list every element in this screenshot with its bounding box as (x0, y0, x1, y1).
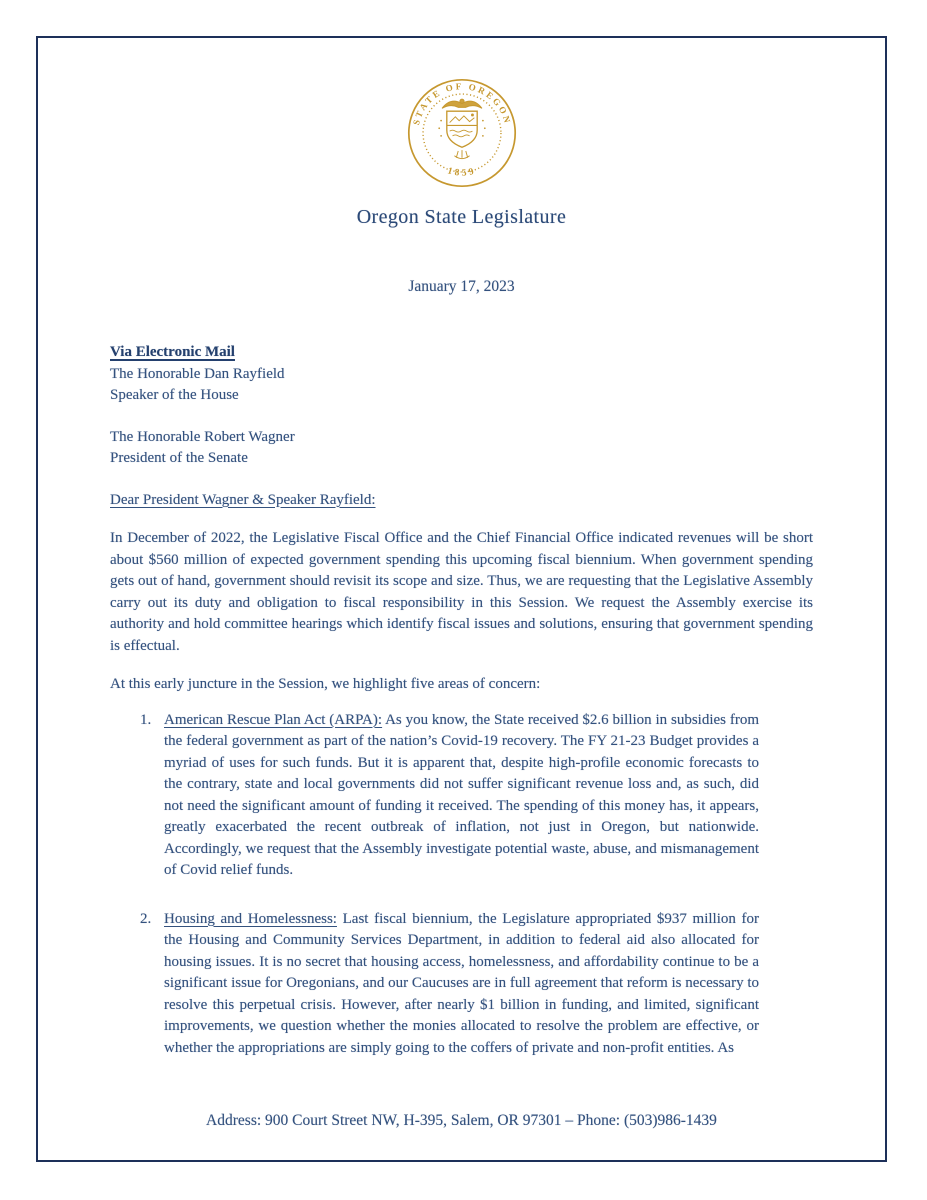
seal-year-text: 1859 (445, 166, 478, 179)
list-item-heading: Housing and Homelessness: (164, 910, 337, 927)
seal-stars (438, 120, 485, 137)
list-number: 1. (140, 711, 152, 728)
body-paragraph: In December of 2022, the Legislative Fiscal Office and the Chief Financial Office indicated revenues will be short about $560 million of expected government spending this upcoming fiscal biennium. When government spending gets out of hand, government should revisit its scope and size. Thus, we are requesting that the Legislative Assembly carry out its duty and obligation to fiscal responsibility in this Session. We request the Assembly exercise its authority and hold committee hearings which identify fiscal issues and solutions, ensuring that government spending is effectual. (110, 530, 813, 654)
delivery-method-heading: Via Electronic Mail (110, 344, 235, 360)
recipient-name: The Honorable Dan Rayfield (110, 365, 285, 382)
list-item-housing (140, 909, 759, 1060)
recipient-title: Speaker of the House (110, 387, 239, 403)
org-title: Oregon State Legislature (356, 206, 567, 228)
recipient-name: The Honorable Robert Wagner (110, 428, 295, 445)
list-item-body: As you know, the State received $2.6 billion in subsidies from the federal government as part of the nation’s Covid-19 recovery. The FY 21-23 Budget provides a myriad of uses for such funds. But it is apparent that, despite high-profile economic forecasts to the contrary, state and local governments did not suffer significant revenue loss and, as such, did not need the significant amount of funding it received. The spending of this money has, it appears, greatly exacerbated the recent outbreak of inflation, not just in Oregon, but nationwide. Accordingly, we request that the Assembly investigate potential waste, abuse, and mismanagement of Covid relief funds. (164, 711, 759, 878)
address-block (110, 342, 813, 470)
page-border (36, 36, 887, 1162)
shield-icon (446, 111, 476, 147)
list-item-body: Last fiscal biennium, the Legislature appropriated $937 million for the Housing and Community Services Department, in addition to federal aid also allocated for housing issues. It is no secret that housing access, homelessness, and affordability continue to be a significant issue for Oregonians, and our Caucuses are in full agreement that reform is necessary to resolve this perpetual crisis. However, after nearly $1 billion in funding, and limited, significant improvements, we question whether the monies allocated to resolve the problem are effective, or whether the appropriations are simply going to the coffers of private and non-profit entities. As (164, 910, 760, 1056)
seal-ring-text: STATE OF OREGON (410, 81, 513, 127)
list-number: 2. (140, 910, 152, 927)
letterhead (110, 38, 813, 229)
footer-address: Address: 900 Court Street NW, H-395, Salem, OR 97301 – Phone: (503)986-1439 (206, 1112, 717, 1129)
salutation (110, 490, 813, 512)
numbered-list (110, 710, 813, 1060)
eagle-icon (442, 99, 482, 108)
list-item-arpa (140, 710, 759, 882)
letter-date: January 17, 2023 (408, 278, 515, 295)
oregon-state-seal-icon (405, 76, 519, 190)
salutation-text: Dear President Wagner & Speaker Rayfield: (110, 491, 376, 508)
list-item-heading: American Rescue Plan Act (ARPA): (164, 711, 383, 728)
recipient-group (110, 427, 813, 470)
sheaf-and-plow-icon (454, 150, 469, 159)
concerns-intro: At this early juncture in the Session, we highlight five areas of concern: (110, 676, 541, 692)
recipient-title: President of the Senate (110, 450, 248, 466)
